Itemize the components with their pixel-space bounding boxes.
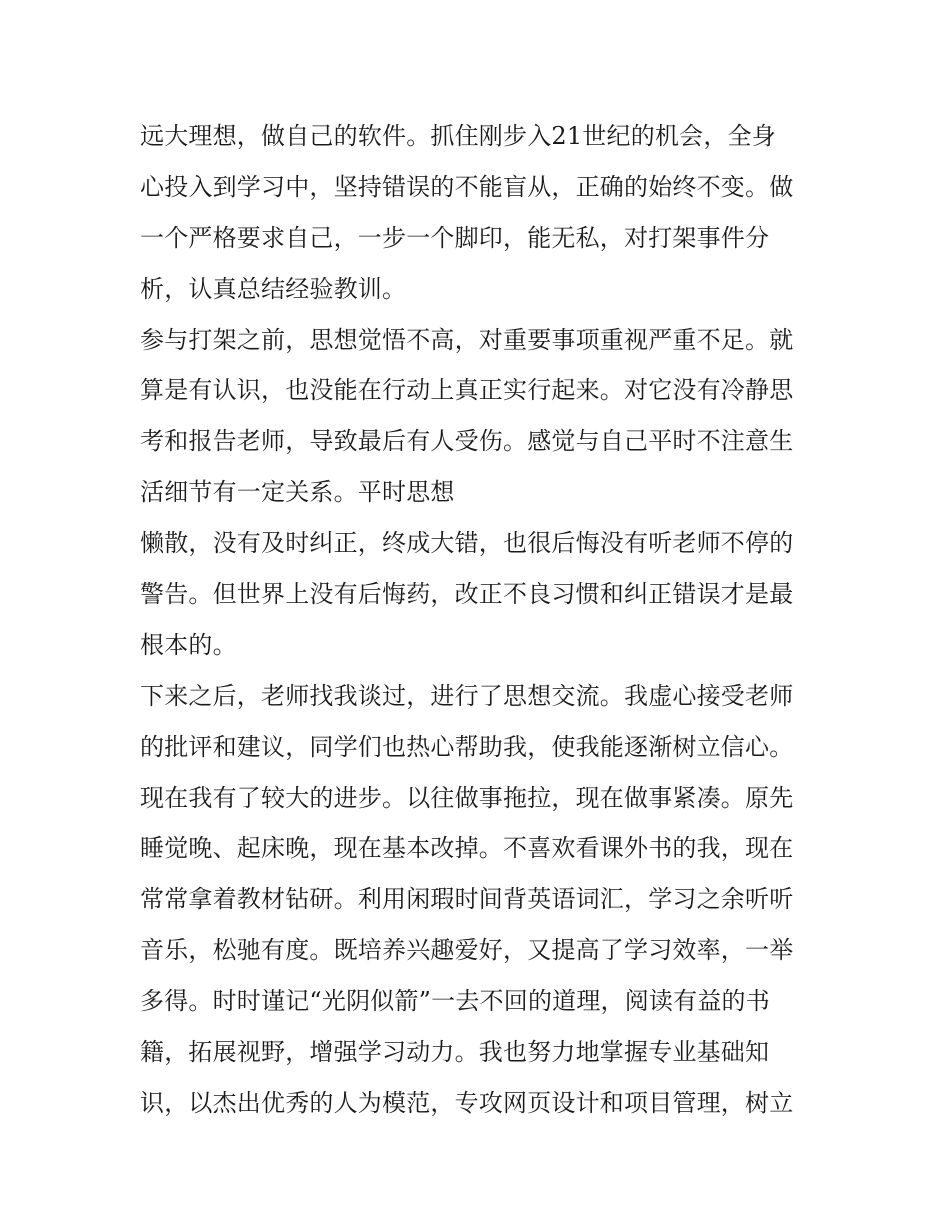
text-line: 心投入到学习中，坚持错误的不能盲从，正确的始终不变。做 xyxy=(140,172,794,201)
text-line: 籍，拓展视野，增强学习动力。我也努力地掌握专业基础知 xyxy=(140,1038,770,1067)
text-line: 现在我有了较大的进步。以往做事拖拉，现在做事紧凑。原先 xyxy=(140,783,794,812)
text-line: 音乐，松驰有度。既培养兴趣爱好，又提高了学习效率，一举 xyxy=(140,936,794,965)
text-line: 睡觉晚、起床晚，现在基本改掉。不喜欢看课外书的我，现在 xyxy=(140,834,794,863)
text-line: 常常拿着教材钻研。利用闲瑕时间背英语词汇，学习之余听听 xyxy=(140,885,794,914)
text-line: 析，认真总结经验教训。 xyxy=(140,274,407,303)
text-line: 算是有认识，也没能在行动上真正实行起来。对它没有冷静思 xyxy=(140,376,794,405)
text-line: 考和报告老师，导致最后有人受伤。感觉与自己平时不注意生 xyxy=(140,427,794,456)
text-line: 警告。但世界上没有后悔药，改正不良习惯和纠正错误才是最 xyxy=(140,580,794,609)
text-line: 懒散，没有及时纠正，终成大错，也很后悔没有听老师不停的 xyxy=(140,529,794,558)
text-line: 远大理想，做自己的软件。抓住刚步入21世纪的机会，全身 xyxy=(140,122,776,150)
text-line: 多得。时时谨记“光阴似箭”一去不回的道理，阅读有益的书 xyxy=(140,987,770,1016)
text-line: 的批评和建议，同学们也热心帮助我，使我能逐渐树立信心。 xyxy=(140,732,794,761)
text-line: 一个严格要求自己，一步一个脚印，能无私，对打架事件分 xyxy=(140,223,770,252)
text-line: 识，以杰出优秀的人为模范，专攻网页设计和项目管理，树立 xyxy=(140,1088,794,1117)
document-body xyxy=(140,111,820,1129)
text-line: 下来之后，老师找我谈过，进行了思想交流。我虚心接受老师 xyxy=(140,681,794,710)
text-line: 活细节有一定关系。平时思想 xyxy=(140,478,455,507)
text-line: 根本的。 xyxy=(140,630,237,659)
text-line: 参与打架之前，思想觉悟不高，对重要事项重视严重不足。就 xyxy=(140,325,794,354)
